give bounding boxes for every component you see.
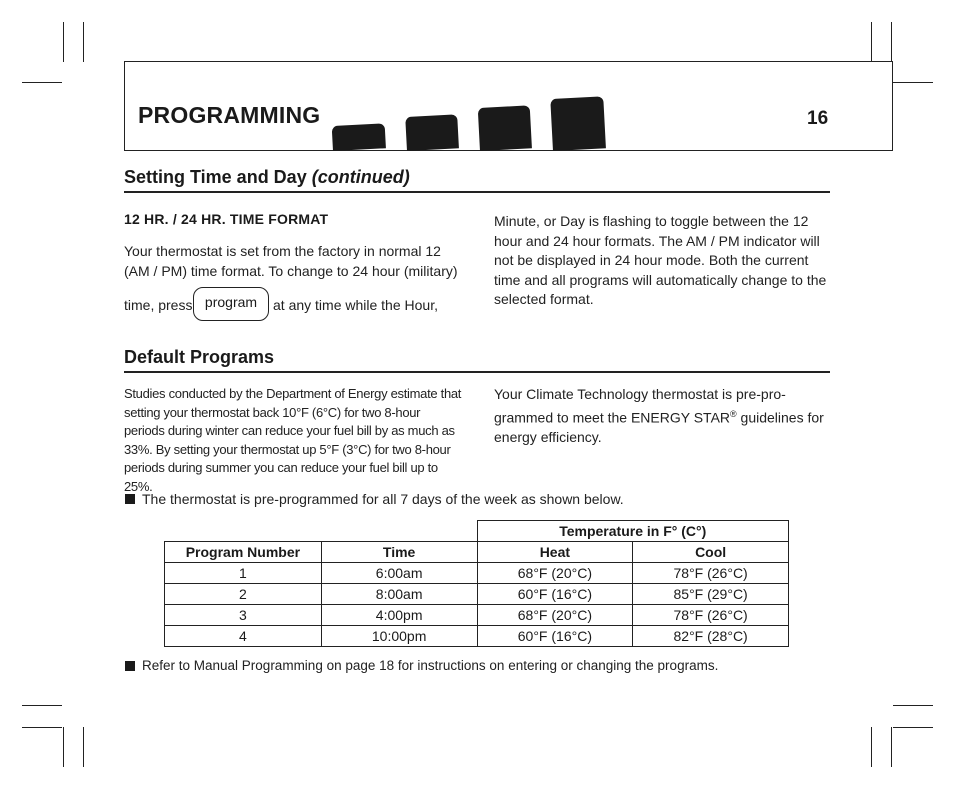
paragraph-line: (AM / PM) time format. To change to 24 hour (military): [124, 263, 458, 279]
paragraph-time-format-right: Minute, or Day is flashing to toggle between the 12 hour and 24 hour formats. The AM / PM indicator will not be displayed in 24 hour mode. Both the current time and all programs will automatically change to the selected format.: [494, 213, 827, 307]
section-title-setting-time: [124, 167, 410, 188]
crop-mark: [22, 82, 62, 83]
table-cell: 1: [165, 563, 322, 584]
section-title-emphasis: (continued): [311, 167, 410, 187]
paragraph-energy-star: [494, 385, 830, 447]
table-header-cell: Time: [321, 542, 477, 563]
paragraph-line: Your thermostat is set from the factory in normal 12: [124, 243, 441, 259]
table-row: [165, 584, 789, 605]
table-cell: 68°F (20°C): [477, 563, 633, 584]
table-group-header-row: [165, 521, 789, 542]
energy-star-text: Your Climate Technology thermostat is pre-pro-grammed to meet the ENERGY STAR: [494, 386, 786, 426]
table-cell: 4: [165, 626, 322, 647]
crop-mark: [83, 22, 84, 62]
table-row: [165, 563, 789, 584]
table-cell: 8:00am: [321, 584, 477, 605]
table-header-row: [165, 542, 789, 563]
table-cell: 3: [165, 605, 322, 626]
paragraph-energy-studies: Studies conducted by the Department of Energy estimate that setting your thermostat back 10°F (6°C) for two 8-hour periods during winter can reduce your fuel bill by as much as 33%. By setting your thermostat up 5°F (3°C) for two 8-hour periods during summer you can reduce your fuel bill up to 25%.: [124, 386, 462, 494]
crop-mark: [893, 82, 933, 83]
registered-mark: ®: [730, 408, 737, 419]
bullet-square: [125, 494, 135, 504]
bullet-text: Refer to Manual Programming on page 18 for instructions on entering or changing the programs.: [142, 658, 719, 673]
crop-mark: [891, 22, 892, 62]
crop-mark: [63, 727, 64, 767]
bullet-text: The thermostat is pre-programmed for all 7 days of the week as shown below.: [142, 491, 624, 507]
crop-mark: [891, 727, 892, 767]
header-tab-decoration: [550, 96, 606, 151]
table-group-header: Temperature in F° (C°): [477, 521, 788, 542]
table-cell: 10:00pm: [321, 626, 477, 647]
section-title-main: Setting Time and Day: [124, 167, 307, 187]
page-number: 16: [807, 108, 829, 129]
paragraph-line: at any time while the Hour,: [273, 297, 438, 313]
table-cell: 60°F (16°C): [477, 584, 633, 605]
subheading-time-format: 12 HR. / 24 HR. TIME FORMAT: [124, 211, 329, 227]
table-cell: 4:00pm: [321, 605, 477, 626]
table-row: [165, 626, 789, 647]
page-title: PROGRAMMING: [138, 102, 321, 128]
crop-mark: [893, 705, 933, 706]
header-tab-decoration: [405, 114, 459, 151]
bullet-square: [125, 661, 135, 671]
paragraph-line: time, press: [124, 297, 193, 313]
table-cell: 6:00am: [321, 563, 477, 584]
energy-star-text: guidelines for energy efficiency.: [494, 409, 824, 445]
table-empty-cell: [321, 521, 477, 542]
crop-mark: [83, 727, 84, 767]
table-empty-cell: [165, 521, 322, 542]
program-button-illustration: program: [193, 287, 269, 321]
header-tab-decoration: [332, 123, 386, 151]
table-cell: 78°F (26°C): [633, 563, 789, 584]
table-cell: 78°F (26°C): [633, 605, 789, 626]
table-header-cell: Heat: [477, 542, 633, 563]
crop-mark: [871, 727, 872, 767]
crop-mark: [893, 727, 933, 728]
crop-mark: [22, 705, 62, 706]
crop-mark: [63, 22, 64, 62]
section-rule: [124, 191, 830, 193]
default-program-table: [164, 520, 789, 647]
crop-mark: [871, 22, 872, 62]
table-cell: 82°F (28°C): [633, 626, 789, 647]
table-cell: 68°F (20°C): [477, 605, 633, 626]
table-row: [165, 605, 789, 626]
header-tab-decoration: [478, 105, 532, 151]
table-header-cell: Cool: [633, 542, 789, 563]
section-rule: [124, 371, 830, 373]
crop-mark: [22, 727, 62, 728]
table-cell: 2: [165, 584, 322, 605]
section-title-default-programs: Default Programs: [124, 347, 275, 367]
table-cell: 85°F (29°C): [633, 584, 789, 605]
table-header-cell: Program Number: [165, 542, 322, 563]
table-cell: 60°F (16°C): [477, 626, 633, 647]
